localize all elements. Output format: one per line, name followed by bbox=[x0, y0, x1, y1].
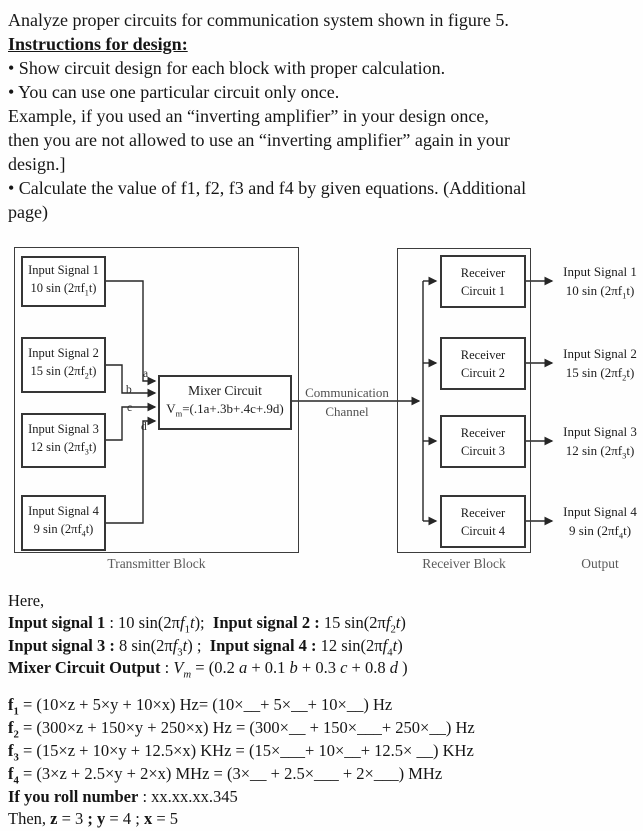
mixer-circuit-box bbox=[158, 375, 292, 430]
receiver-circuit-1-line2: Circuit 1 bbox=[460, 283, 506, 298]
receiver-circuit-2-line1: Receiver bbox=[460, 347, 506, 362]
mixer-circuit-formula: $V_m=(.1a+.3b+.4c+.9d)$ bbox=[166, 401, 284, 419]
equation-f4: $f_4 = (3\times z + 2.5\times y + 2\times x)$ MHz = (3×__ + 2.5×___ + 2×___) MHz bbox=[8, 764, 443, 787]
bullet-calculate-f: • Calculate the value of f1, f2, f3 and f4 by given equations. (Additional bbox=[8, 178, 527, 198]
figure-5-block-diagram bbox=[0, 240, 643, 585]
mixer-circuit-title: Mixer Circuit bbox=[188, 383, 262, 399]
output-signal-2-title: Input Signal 2 bbox=[563, 346, 637, 361]
output-signal-2-formula: 15 $\sin (2\pi f_2t)$ bbox=[565, 365, 635, 383]
equation-f3: $f_3 = (15\times z + 10\times y + 12.5\times x)$ KHz = (15×___+ 10×__+ 12.5× __) KHz bbox=[8, 741, 474, 764]
output-signal-2 bbox=[555, 344, 643, 388]
output-signal-4 bbox=[555, 502, 643, 546]
receiver-circuit-1-box bbox=[440, 255, 526, 308]
input-signal-1-title: Input Signal 1 bbox=[28, 262, 99, 277]
receiver-circuit-2-box bbox=[440, 337, 526, 390]
output-signal-3 bbox=[555, 422, 643, 466]
output-signal-4-title: Input Signal 4 bbox=[563, 504, 637, 519]
receiver-block-caption: Receiver Block bbox=[422, 556, 506, 571]
input-signal-3-formula: 12 $\sin (2\pi f_3t)$ bbox=[30, 439, 97, 457]
task-statement: Analyze proper circuits for communication system shown in figure 5. bbox=[8, 10, 509, 30]
receiver-circuit-2-line2: Circuit 2 bbox=[460, 365, 506, 380]
input-signal-2-title: Input Signal 2 bbox=[28, 346, 99, 361]
communication-channel-label-line2: Channel bbox=[325, 404, 369, 419]
output-signal-1 bbox=[555, 262, 643, 306]
input-signal-3-box bbox=[21, 413, 106, 468]
receiver-circuit-4-box bbox=[440, 495, 526, 548]
output-signal-1-formula: 10 $\sin (2\pi f_1t)$ bbox=[565, 283, 635, 301]
output-signal-4-formula: 9 $\sin (2\pi f_4t)$ bbox=[568, 523, 632, 541]
wire-label-c: c bbox=[127, 402, 133, 414]
input-signal-4-box bbox=[21, 495, 106, 551]
wire-label-a: a bbox=[143, 368, 149, 380]
mixer-output-equation: Mixer Circuit Output : $V_m = (0.2$ a + 0.1 b + 0.3 c + 0.8 d ) bbox=[8, 658, 408, 681]
output-signal-1-title: Input Signal 1 bbox=[563, 264, 637, 279]
then-values-line: Then, z = 3 ; y = 4 ; x = 5 bbox=[8, 809, 178, 828]
roll-number-line: If you roll number : xx.xx.xx.345 bbox=[8, 787, 238, 806]
input-signal-4-formula: 9 $\sin (2\pi f_4t)$ bbox=[33, 522, 94, 539]
example-line-3: design.] bbox=[8, 154, 66, 174]
output-signal-3-title: Input Signal 3 bbox=[563, 424, 637, 439]
input-signal-4-title: Input Signal 4 bbox=[28, 504, 99, 519]
input-signal-1-box bbox=[21, 256, 106, 307]
example-line-1: Example, if you used an “inverting amplifier” in your design once, bbox=[8, 106, 489, 126]
receiver-circuit-4-line2: Circuit 4 bbox=[460, 523, 506, 538]
input-signal-2-box bbox=[21, 337, 106, 393]
output-caption: Output bbox=[581, 556, 619, 571]
wire-label-b: b bbox=[126, 384, 132, 396]
equation-f2: $f_2 = (300\times z + 150\times y + 250\times x) Hz$ = (300×__ + 150×___+ 250×__) Hz bbox=[8, 718, 475, 741]
wire-label-d: d bbox=[141, 421, 147, 433]
transmitter-block-caption: Transmitter Block bbox=[107, 556, 206, 571]
bullet-show-design: • Show circuit design for each block with proper calculation. bbox=[8, 58, 446, 78]
example-line-2: then you are not allowed to use an “inverting amplifier” again in your bbox=[8, 130, 510, 150]
input-signal-3-title: Input Signal 3 bbox=[28, 421, 99, 436]
signals-line-2: Input signal 3 : 8 $\sin(2\pi f_3t)$ ; Input signal 4 : 12 $\sin(2\pi f_4t)$ bbox=[8, 636, 403, 659]
equation-f1: $f_1 = (10\times z + 5\times y + 10\times x)$ Hz= (10×__+ 5×__+ 10×__) Hz bbox=[8, 695, 393, 718]
bullet-one-circuit: • You can use one particular circuit only once. bbox=[8, 82, 340, 102]
here-label: Here, bbox=[8, 591, 45, 610]
signals-line-1: Input signal 1 : 10 $\sin(2\pi f_1t)$; Input signal 2 : 15 $\sin(2\pi f_2t)$ bbox=[8, 613, 406, 636]
output-signal-3-formula: 12 $\sin (2\pi f_3t)$ bbox=[565, 443, 635, 461]
receiver-circuit-3-line1: Receiver bbox=[460, 425, 506, 440]
receiver-circuit-3-line2: Circuit 3 bbox=[460, 443, 506, 458]
bullet-calculate-f-2: page) bbox=[8, 202, 48, 222]
receiver-circuit-4-line1: Receiver bbox=[460, 505, 506, 520]
input-signal-1-formula: 10 $\sin (2\pi f_1t)$ bbox=[30, 280, 97, 298]
input-signal-2-formula: 15 $\sin (2\pi f_2t)$ bbox=[30, 364, 97, 381]
receiver-circuit-1-line1: Receiver bbox=[460, 265, 506, 280]
receiver-circuit-3-box bbox=[440, 415, 526, 468]
communication-channel-label-line1: Communication bbox=[305, 385, 389, 400]
instructions-heading: Instructions for design: bbox=[8, 34, 188, 54]
